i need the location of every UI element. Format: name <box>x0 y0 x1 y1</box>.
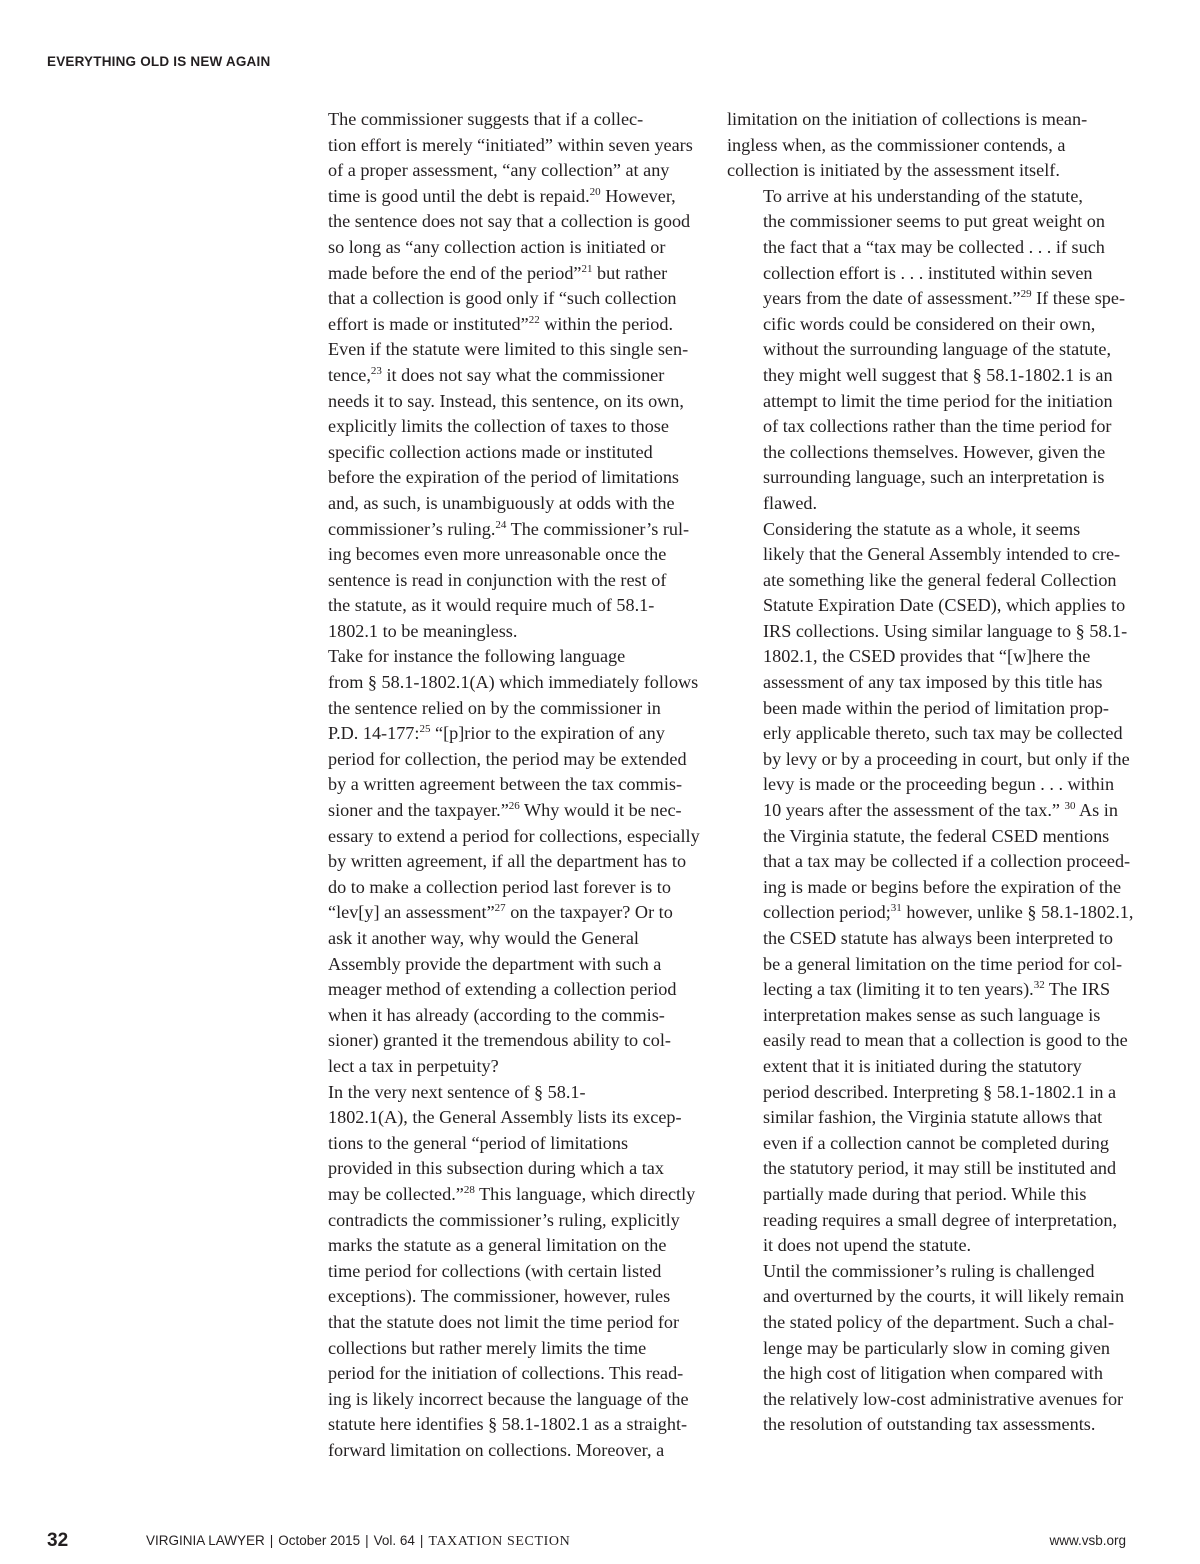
text-run: it does not say what the commissioner <box>381 364 665 385</box>
text-line: time period for collections (with certain listed <box>328 1260 662 1281</box>
text-run: on the taxpayer? Or to <box>505 902 673 923</box>
text-line <box>292 900 688 926</box>
text-line: be a general limitation on the time period for col- <box>763 953 1123 974</box>
text-line: collection effort is . . . instituted within seven <box>763 262 1093 283</box>
text-line: To arrive at his understanding of the statute, <box>763 185 1083 206</box>
text-line <box>292 363 688 389</box>
text-line: the stated policy of the department. Such a chal- <box>763 1311 1114 1332</box>
text-line: of a proper assessment, “any collection” at any <box>328 160 670 181</box>
text-line: the high cost of litigation when compared with <box>763 1363 1103 1384</box>
text-line: Even if the statute were limited to this single sen- <box>328 339 689 360</box>
paragraph <box>727 1259 1127 1438</box>
paragraph <box>727 184 1127 517</box>
text-line: easily read to mean that a collection is good to the <box>763 1030 1128 1051</box>
footnote-marker: 25 <box>419 723 431 736</box>
text-line: do to make a collection period last forever is to <box>328 876 671 897</box>
text-line: the commissioner seems to put great weight on <box>763 211 1105 232</box>
text-line: specific collection actions made or instituted <box>328 441 653 462</box>
text-line: period for collection, the period may be extended <box>328 748 687 769</box>
text-line: tion effort is merely “initiated” within seven years <box>328 134 693 155</box>
text-line <box>727 286 1127 312</box>
text-line: that the statute does not limit the time period for <box>328 1311 680 1332</box>
text-line: exceptions). The commissioner, however, rules <box>328 1286 671 1307</box>
text-line: flawed. <box>763 492 818 513</box>
text-line <box>727 798 1127 824</box>
text-line: Until the commissioner’s ruling is challenged <box>763 1260 1095 1281</box>
website-url: www.vsb.org <box>1049 1533 1126 1548</box>
paragraph <box>727 517 1134 1259</box>
footnote-marker: 24 <box>495 518 507 531</box>
footnote-marker: 30 <box>1064 800 1076 813</box>
text-run: “[p]rior to the expiration of any <box>430 723 665 744</box>
text-run: “lev[y] an assessment” <box>328 902 495 923</box>
text-line: limitation on the initiation of collections is mean- <box>727 109 1088 129</box>
text-line: lenge may be particularly slow in coming given <box>763 1337 1110 1358</box>
text-run: The IRS <box>1044 979 1111 1000</box>
text-line: likely that the General Assembly intended to cre- <box>763 544 1121 565</box>
footnote-marker: 26 <box>508 800 520 813</box>
text-line: extent that it is initiated during the statutory <box>763 1055 1082 1076</box>
text-line: erly applicable thereto, such tax may be collected <box>763 723 1123 744</box>
text-run: may be collected.” <box>328 1183 464 1204</box>
text-line: they might well suggest that § 58.1-1802.1 is an <box>763 364 1113 385</box>
text-line: Considering the statute as a whole, it seems <box>763 518 1081 539</box>
text-run: lecting a tax (limiting it to ten years). <box>763 979 1034 1000</box>
volume-number: Vol. 64 <box>373 1533 415 1548</box>
text-line: reading requires a small degree of interpretation, <box>763 1209 1117 1230</box>
text-line: sentence is read in conjunction with the rest of <box>328 569 667 590</box>
text-line: ingless when, as the commissioner contends, a <box>727 134 1066 155</box>
issue-date: October 2015 <box>278 1533 361 1548</box>
text-run: time is good until the debt is repaid. <box>328 185 590 206</box>
text-line: the statutory period, it may still be instituted and <box>763 1158 1117 1179</box>
text-run: The commissioner’s rul- <box>506 518 690 539</box>
paragraph <box>292 1080 696 1464</box>
footnote-marker: 28 <box>463 1183 475 1196</box>
text-line <box>292 261 688 287</box>
text-line: by a written agreement between the tax commis- <box>328 774 683 795</box>
footnote-marker: 27 <box>494 902 506 915</box>
page-footer <box>0 1530 1200 1554</box>
text-line: assessment of any tax imposed by this title has <box>763 672 1103 693</box>
text-line: and, as such, is unambiguously at odds with the <box>328 492 675 513</box>
text-line: surrounding language, such an interpretation is <box>763 467 1105 488</box>
text-line: the relatively low-cost administrative avenues for <box>763 1388 1124 1409</box>
footnote-marker: 29 <box>1020 288 1032 301</box>
footnote-marker: 20 <box>589 185 601 198</box>
publication-name: VIRGINIA LAWYER <box>146 1533 265 1548</box>
text-run: within the period. <box>539 313 674 334</box>
text-line: collection is initiated by the assessment itself. <box>727 160 1060 181</box>
text-line: ing is made or begins before the expiration of the <box>763 876 1122 897</box>
text-line: without the surrounding language of the statute, <box>763 339 1112 360</box>
text-line <box>292 184 688 210</box>
text-run: tence, <box>328 364 371 385</box>
text-line: forward limitation on collections. Moreover, a <box>328 1439 665 1460</box>
text-run: As in <box>1075 800 1118 821</box>
text-line: ing is likely incorrect because the language of the <box>328 1388 689 1409</box>
paragraph <box>292 107 693 644</box>
text-line: ate something like the general federal Collection <box>763 569 1117 590</box>
text-run: but rather <box>592 262 668 283</box>
text-line: from § 58.1-1802.1(A) which immediately follows <box>328 672 699 693</box>
paragraph <box>727 107 1127 184</box>
text-line: period for the initiation of collections. This read- <box>328 1363 684 1384</box>
text-run: This language, which directly <box>474 1183 696 1204</box>
text-line: attempt to limit the time period for the initiation <box>763 390 1113 411</box>
text-line: and overturned by the courts, it will likely remain <box>763 1286 1125 1307</box>
text-line: when it has already (according to the commis- <box>328 1004 665 1025</box>
text-line: the resolution of outstanding tax assessments. <box>763 1414 1096 1435</box>
text-run: sioner and the taxpayer.” <box>328 800 509 821</box>
text-line: 1802.1 to be meaningless. <box>328 620 518 641</box>
text-line: 1802.1, the CSED provides that “[w]here the <box>763 646 1091 667</box>
text-line: period described. Interpreting § 58.1-1802.1 in a <box>763 1081 1117 1102</box>
text-line: ask it another way, why would the General <box>328 928 639 948</box>
text-line: the CSED statute has always been interpreted to <box>763 928 1114 948</box>
text-line: ing becomes even more unreasonable once the <box>328 544 667 565</box>
text-line: that a collection is good only if “such collection <box>328 288 677 309</box>
text-line: the Virginia statute, the federal CSED mentions <box>763 825 1110 846</box>
text-line: partially made during that period. While this <box>763 1183 1087 1204</box>
text-line: marks the statute as a general limitation on the <box>328 1235 667 1256</box>
text-line: Assembly provide the department with such a <box>328 953 662 974</box>
text-line: contradicts the commissioner’s ruling, explicitly <box>328 1209 680 1230</box>
text-line: 1802.1(A), the General Assembly lists its excep- <box>328 1107 682 1128</box>
text-run: Why would it be nec- <box>519 800 682 821</box>
text-line: the sentence does not say that a collection is good <box>328 211 691 232</box>
text-run: years from the date of assessment.” <box>763 288 1021 309</box>
text-line: statute here identifies § 58.1-1802.1 as a straight- <box>328 1414 688 1435</box>
text-line: so long as “any collection action is initiated or <box>328 236 666 257</box>
text-run: If these spe- <box>1031 288 1126 309</box>
text-line: the sentence relied on by the commissioner in <box>328 697 661 718</box>
text-line: explicitly limits the collection of taxes to those <box>328 416 669 437</box>
section-name: TAXATION SECTION <box>428 1534 571 1549</box>
text-line: before the expiration of the period of limitations <box>328 467 680 488</box>
footnote-marker: 23 <box>370 364 382 377</box>
text-line: collections but rather merely limits the time <box>328 1337 647 1358</box>
footnote-marker: 21 <box>581 262 593 275</box>
text-line: meager method of extending a collection period <box>328 979 677 1000</box>
text-line: that a tax may be collected if a collection proceed- <box>763 851 1131 872</box>
text-line <box>292 312 688 338</box>
text-line: needs it to say. Instead, this sentence, on its own, <box>328 390 684 411</box>
footnote-marker: 22 <box>528 313 540 326</box>
text-line: the collections themselves. However, given the <box>763 441 1106 462</box>
footnote-marker: 31 <box>890 902 902 915</box>
text-line: sioner) granted it the tremendous ability to col- <box>328 1030 671 1051</box>
folio-separator: | <box>365 1533 369 1548</box>
text-line: by written agreement, if all the department has to <box>328 851 687 872</box>
text-line: lect a tax in perpetuity? <box>328 1055 499 1076</box>
text-line <box>727 900 1134 926</box>
text-line: similar fashion, the Virginia statute allows that <box>763 1107 1103 1128</box>
text-line: interpretation makes sense as such language is <box>763 1004 1101 1025</box>
text-line <box>292 517 688 543</box>
text-run: commissioner’s ruling. <box>328 518 496 539</box>
article-column-left <box>292 107 700 1463</box>
text-line: been made within the period of limitation prop- <box>763 697 1109 718</box>
text-run: however, unlike § 58.1-1802.1, <box>901 902 1134 923</box>
text-line: the statute, as it would require much of 58.1- <box>328 595 655 616</box>
text-line: The commissioner suggests that if a collec- <box>328 109 644 129</box>
text-line: by levy or by a proceeding in court, but only if the <box>763 748 1130 769</box>
footnote-marker: 32 <box>1033 979 1045 992</box>
text-line: Take for instance the following language <box>328 646 626 667</box>
page-number: 32 <box>47 1530 69 1551</box>
text-line <box>292 798 688 824</box>
paragraph <box>292 644 700 1079</box>
running-head: EVERYTHING OLD IS NEW AGAIN <box>47 54 271 69</box>
publication-folio <box>146 1533 570 1550</box>
text-line: the fact that a “tax may be collected . . . if such <box>763 236 1105 257</box>
folio-separator: | <box>419 1533 424 1548</box>
text-line: of tax collections rather than the time period for <box>763 416 1112 437</box>
text-line <box>292 1182 696 1208</box>
text-run: 10 years after the assessment of the tax.” <box>763 800 1065 821</box>
text-run: made before the end of the period” <box>328 262 582 283</box>
text-line: it does not upend the statute. <box>763 1235 972 1256</box>
text-line: essary to extend a period for collections, especially <box>328 825 700 846</box>
text-line: Statute Expiration Date (CSED), which applies to <box>763 595 1126 616</box>
text-line: tions to the general “period of limitations <box>328 1132 629 1153</box>
text-line <box>292 721 688 747</box>
text-line: In the very next sentence of § 58.1- <box>328 1081 586 1102</box>
text-run: collection period; <box>763 902 891 923</box>
text-line: levy is made or the proceeding begun . . . within <box>763 774 1115 795</box>
text-line <box>727 977 1127 1003</box>
text-run: P.D. 14-177: <box>328 723 420 744</box>
text-line: even if a collection cannot be completed during <box>763 1132 1109 1153</box>
folio-separator: | <box>269 1533 274 1548</box>
text-run: effort is made or instituted” <box>328 313 529 334</box>
text-line: cific words could be considered on their own, <box>763 313 1096 334</box>
article-column-right <box>727 107 1134 1438</box>
text-line: provided in this subsection during which a tax <box>328 1158 664 1179</box>
text-run: However, <box>600 185 676 206</box>
text-line: IRS collections. Using similar language to § 58.1- <box>763 620 1128 641</box>
